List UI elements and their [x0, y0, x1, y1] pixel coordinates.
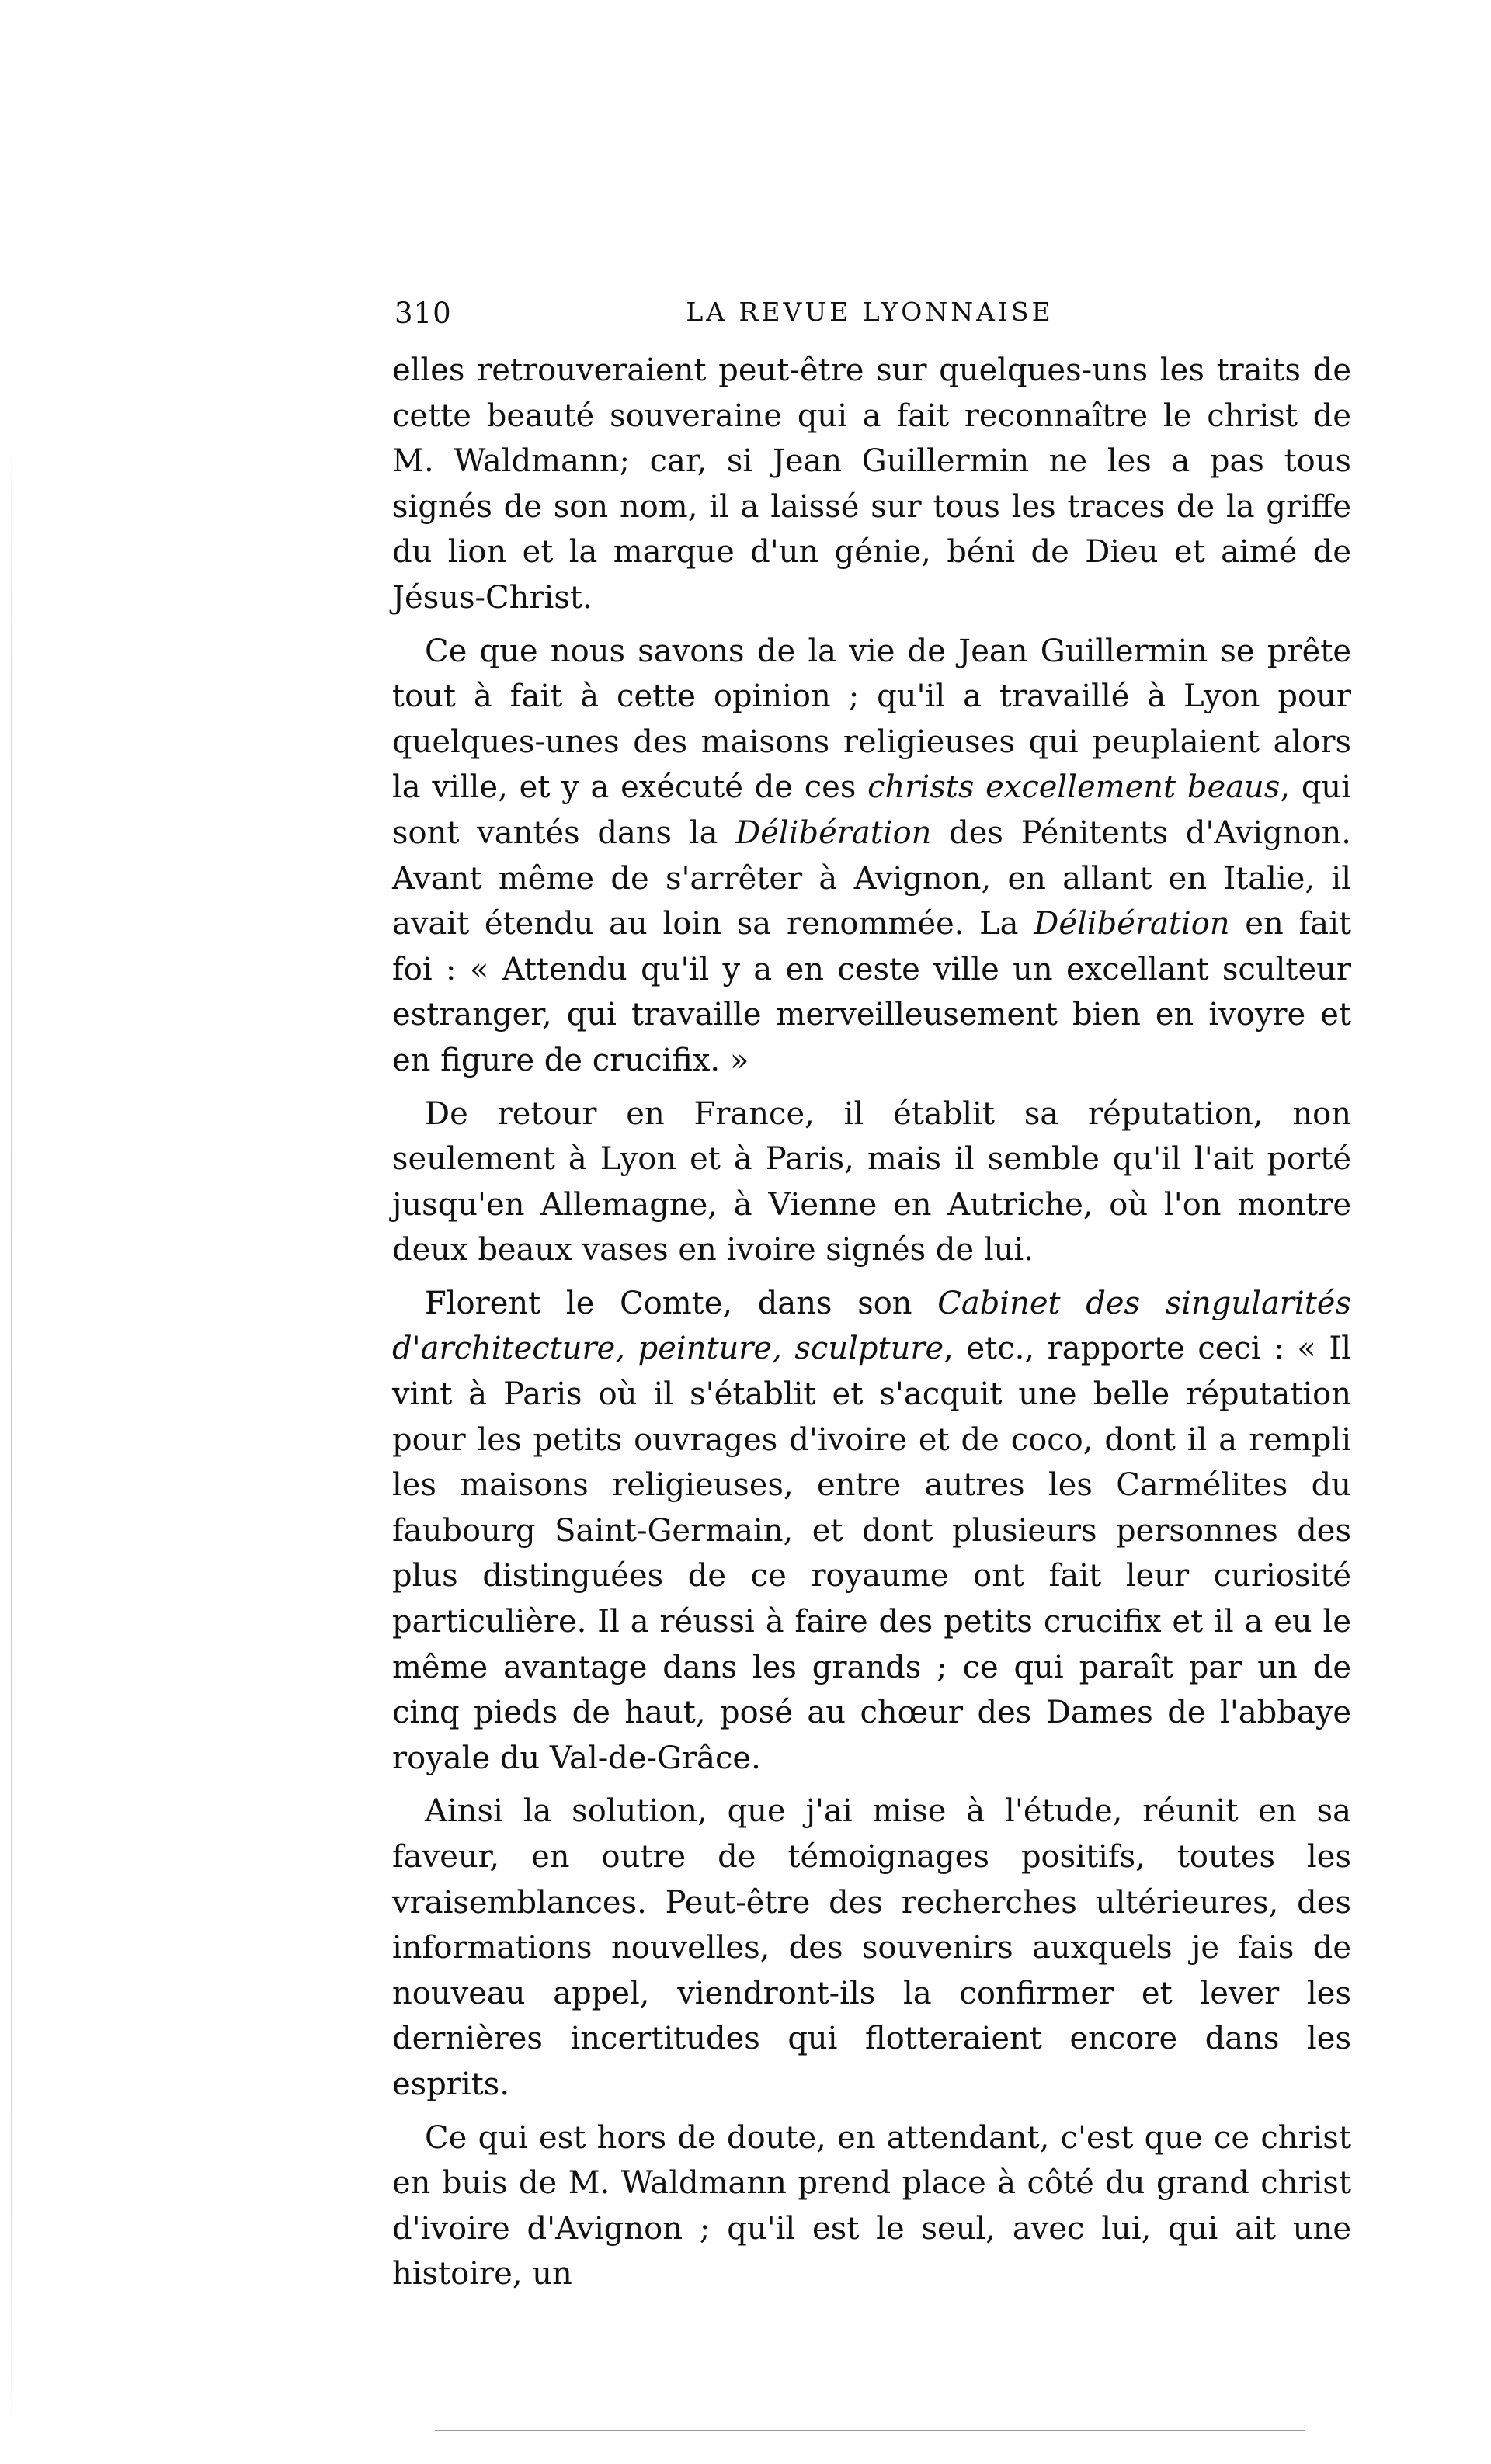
page-header	[388, 295, 1351, 342]
paragraph-5	[392, 1789, 1351, 2107]
italic-citation: Délibération	[735, 814, 932, 851]
paragraph-2	[392, 629, 1351, 1084]
paragraph-4	[392, 1281, 1351, 1782]
text-run: Ce que nous savons de la vie de Jean Guillermin se prête tout à fait à cette opinion ; qu'il a travaillé à Lyon pour quelques-unes des maisons religieuses qui peuplaient alors la ville, et y a exécuté de ces	[392, 633, 1351, 806]
text-run: De retour en France, il établit sa réputation, non seulement à Lyon et à Paris, mais il semble qu'il l'ait porté jusqu'en Allemagne, à Vienne en Autriche, où l'on montre deux beaux vases en ivoire signés de lui.	[392, 1095, 1351, 1268]
italic-citation: Cabinet des singularités d'architecture, peinture, sculpture	[392, 1285, 1351, 1367]
text-run: Ce qui est hors de doute, en attendant, c'est que ce christ en buis de M. Waldmann prend place à côté du grand christ d'ivoire d'Avignon ; qu'il est le seul, avec lui, qui ait une histoire, un	[392, 2119, 1351, 2292]
body-text	[392, 348, 1351, 2305]
italic-citation: Délibération	[1034, 906, 1230, 942]
italic-citation: christs excellement beaus	[867, 769, 1281, 806]
paragraph-6	[392, 2115, 1351, 2297]
page-number: 310	[394, 297, 452, 330]
text-run: elles retrouveraient peut-être sur quelques-uns les traits de cette beauté souveraine qui a fait reconnaître le christ de M. Waldmann; car, si Jean Guillermin ne les a pas tous signés de son nom, il a laissé sur tous les traces de la griffe du lion et la marque d'un génie, béni de Dieu et aimé de Jésus-Christ.	[392, 352, 1351, 616]
text-run: , etc., rapporte ceci : « Il vint à Paris où il s'établit et s'acquit une belle réputation pour les petits ouvrages d'ivoire et de coco, dont il a rempli les maisons religieuses, entre autres les Carmélites du faubourg Saint-Germain, et dont plusieurs personnes des plus distinguées de ce royaume ont fait leur curiosité particulière. Il a réussi à faire des petits crucifix et il a eu le même avantage dans les grands ; ce qui paraît par un de cinq pieds de haut, posé au chœur des Dames de l'abbaye royale du Val-de-Grâce.	[392, 1331, 1351, 1776]
text-run: , qui sont vantés dans la	[392, 769, 1351, 851]
paragraph-1	[392, 348, 1351, 621]
text-run: des Pénitents d'Avignon. Avant même de s'arrêter à Avignon, en allant en Italie, il avait étendu au loin sa renommée. La	[392, 814, 1351, 942]
text-run: Ainsi la solution, que j'ai mise à l'étude, réunit en sa faveur, en outre de témoignages positifs, toutes les vraisemblances. Peut-être des recherches ultérieures, des informations nouvelles, des souvenirs auxquels je fais de nouveau appel, viendront-ils la confirmer et lever les dernières incertitudes qui flotteraient encore dans les esprits.	[392, 1793, 1351, 2102]
text-run: Florent le Comte, dans son	[425, 1285, 938, 1321]
footer-scan-rule	[435, 2430, 1305, 2431]
text-run: en fait foi : « Attendu qu'il y a en ceste ville un excellant sculteur estranger, qui travaille merveilleusement bien en ivoyre et en figure de crucifix. »	[392, 906, 1351, 1078]
scan-edge-shadow	[11, 435, 12, 2438]
running-title: LA REVUE LYONNAISE	[686, 297, 1054, 327]
paragraph-3	[392, 1091, 1351, 1273]
